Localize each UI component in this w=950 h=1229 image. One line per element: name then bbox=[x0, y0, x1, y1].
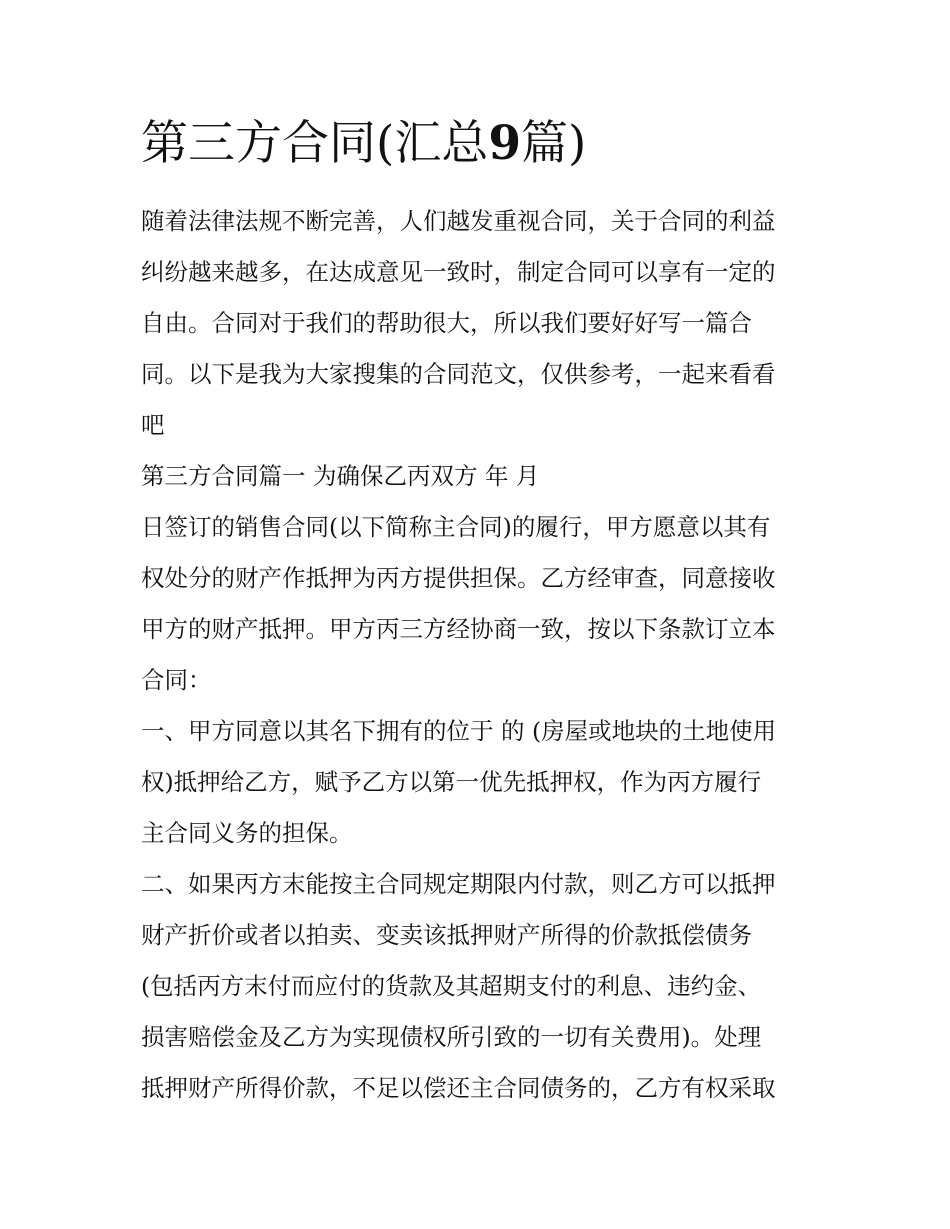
body-line: 权处分的财产作抵押为丙方提供担保。乙方经审查，同意接收 bbox=[141, 564, 776, 592]
body-line: 主合同义务的担保。 bbox=[141, 819, 353, 847]
body-line: 甲方的财产抵押。甲方丙三方经协商一致，按以下条款订立本 bbox=[141, 615, 776, 643]
clause-two-line: 二、如果丙方末能按主合同规定期限内付款，则乙方可以抵押 bbox=[141, 870, 776, 898]
document-body bbox=[141, 196, 821, 1114]
body-line: 同。以下是我为大家搜集的合同范文，仅供参考，一起来看看 bbox=[141, 360, 776, 388]
body-line: (包括丙方末付而应付的货款及其超期支付的利息、违约金、 bbox=[141, 972, 762, 1000]
body-line: 自由。合同对于我们的帮助很大，所以我们要好好写一篇合 bbox=[141, 309, 752, 337]
clause-one-line: 一、甲方同意以其名下拥有的位于 的 (房屋或地块的土地使用 bbox=[141, 717, 777, 745]
title-number: 9 bbox=[488, 116, 522, 171]
body-line: 抵押财产所得价款，不足以偿还主合同债务的，乙方有权采取 bbox=[141, 1074, 776, 1102]
title-text-part2: 篇) bbox=[521, 116, 587, 171]
body-line: 权)抵押给乙方，赋予乙方以第一优先抵押权，作为丙方履行 bbox=[141, 768, 762, 796]
body-line: 财产折价或者以拍卖、变卖该抵押财产所得的价款抵偿债务 bbox=[141, 921, 752, 949]
body-line: 纠纷越来越多，在达成意见一致时，制定合同可以享有一定的 bbox=[141, 258, 776, 286]
body-line: 随着法律法规不断完善，人们越发重视合同，关于合同的利益 bbox=[141, 207, 776, 235]
body-line: 合同： bbox=[141, 666, 212, 694]
body-line: 日签订的销售合同(以下简称主合同)的履行，甲方愿意以其有 bbox=[141, 513, 771, 541]
title-text-part1: 第三方合同(汇总 bbox=[141, 116, 489, 171]
section-heading-line: 第三方合同篇一 为确保乙丙双方 年 月 bbox=[141, 462, 540, 490]
document-title bbox=[141, 112, 841, 176]
body-line: 损害赔偿金及乙方为实现债权所引致的一切有关费用)。处理 bbox=[141, 1023, 762, 1051]
body-line: 吧 bbox=[141, 411, 165, 439]
